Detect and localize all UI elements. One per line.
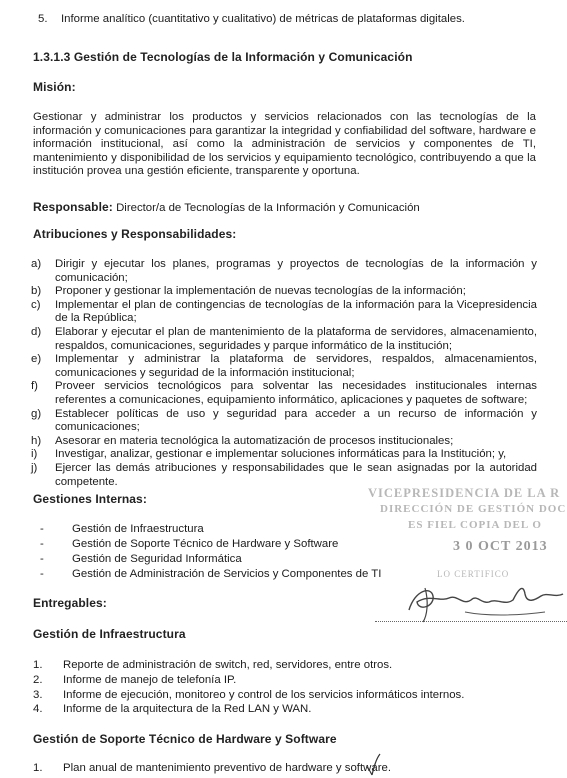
soporte-list <box>33 762 453 776</box>
stamp-date: 3 0 OCT 2013 <box>453 539 548 554</box>
handwritten-signature <box>405 572 567 627</box>
atribucion-item: a) Dirigir y ejecutar los planes, programas y proyectos de tecnologías de la información y comunicación; <box>31 258 537 284</box>
section-title: 1.3.1.3 Gestión de Tecnologías de la Información y Comunicación <box>33 50 413 64</box>
atribucion-item: i) Investigar, analizar, gestionar e implementar soluciones informáticas para la Institución; y, <box>31 448 507 461</box>
signature-line <box>375 621 567 622</box>
atribucion-item: g) Establecer políticas de uso y seguridad para acceder a un recurso de información y comunicaciones; <box>31 407 537 434</box>
infraestructura-item: 2. Informe de manejo de telefonía IP. <box>33 673 237 686</box>
atribuciones-heading: Atribuciones y Responsabilidades: <box>33 227 237 241</box>
top-item-text: Informe analítico (cuantitativo y cualitativo) de métricas de plataformas digitales. <box>61 13 465 25</box>
gestion-item: - Gestión de Seguridad Informática <box>40 553 242 565</box>
responsable-label: Responsable: <box>33 200 113 214</box>
entregables-heading: Entregables: <box>33 596 107 610</box>
infraestructura-item: 1. Reporte de administración de switch, red, servidores, entre otros. <box>33 659 393 671</box>
infraestructura-item: 3. Informe de ejecución, monitoreo y control de los servicios informáticos internos. <box>33 688 465 701</box>
infraestructura-list <box>33 658 493 717</box>
mision-text: Gestionar y administrar los productos y servicios relacionados con las tecnologías de la información y comunicaciones para garantizar la integridad y confiabilidad del software, hardware e información institucional, así como la administración de servicios y componentes de TI, mantenimiento y disponibilidad de los servicios y equipamiento tecnológico, contribuyendo a que la institución provea una gestión eficiente, transparente y oportuna. <box>33 111 536 178</box>
handwritten-check-mark <box>366 753 382 777</box>
soporte-heading: Gestión de Soporte Técnico de Hardware y Software <box>33 732 337 746</box>
atribucion-item: e) Implementar y administrar la plataforma de servidores, respaldos, almacenamientos, comunicaciones y seguridad de la información institucional; <box>31 353 537 379</box>
top-item-marker: 5. <box>38 13 48 25</box>
atribucion-item: h) Asesorar en materia tecnológica la automatización de procesos institucionales; <box>31 434 454 447</box>
stamp-line-3: ES FIEL COPIA DEL O <box>408 519 542 531</box>
atribucion-item: f) Proveer servicios tecnológicos para solventar las necesidades institucionales internas referentes a comunicaciones, equipamiento informático, aplicaciones y paquetes de software; <box>31 380 537 406</box>
stamp-line-5: LO CERTIFICO <box>437 569 510 579</box>
gestion-item: - Gestión de Infraestructura <box>40 523 204 535</box>
responsable-value: Director/a de Tecnologías de la Información y Comunicación <box>116 202 420 214</box>
soporte-item: 1. Plan anual de mantenimiento preventivo de hardware y software. <box>33 762 391 774</box>
atribucion-item: j) Ejercer las demás atribuciones y responsabilidades que le sean asignadas por la autoridad competente. <box>31 461 537 488</box>
atribucion-item: d) Elaborar y ejecutar el plan de mantenimiento de la plataforma de servidores, almacenamiento, respaldos, comunicaciones, seguridades y parque informático de la institución; <box>31 325 537 352</box>
stamp-line-2: DIRECCIÓN DE GESTIÓN DOC <box>380 503 567 515</box>
stamp-line-1: VICEPRESIDENCIA DE LA R <box>368 486 561 500</box>
infraestructura-heading: Gestión de Infraestructura <box>33 627 186 641</box>
infraestructura-item: 4. Informe de la arquitectura de la Red LAN y WAN. <box>33 703 312 716</box>
gestion-item: - Gestión de Soporte Técnico de Hardware y Software <box>40 538 339 550</box>
gestion-item: - Gestión de Administración de Servicios y Componentes de TI <box>40 568 382 580</box>
atribucion-item: b) Proponer y gestionar la implementación de nuevas tecnologías de la información; <box>31 285 466 298</box>
atribucion-item: c) Implementar el plan de contingencias de tecnologías de la información para la Vicepresidencia de la República; <box>31 298 537 325</box>
gestiones-heading: Gestiones Internas: <box>33 492 147 506</box>
top-list-item <box>38 13 538 27</box>
responsable-line <box>33 201 420 216</box>
mision-heading: Misión: <box>33 80 76 94</box>
gestiones-list <box>40 522 382 582</box>
atribuciones-list <box>31 258 537 489</box>
